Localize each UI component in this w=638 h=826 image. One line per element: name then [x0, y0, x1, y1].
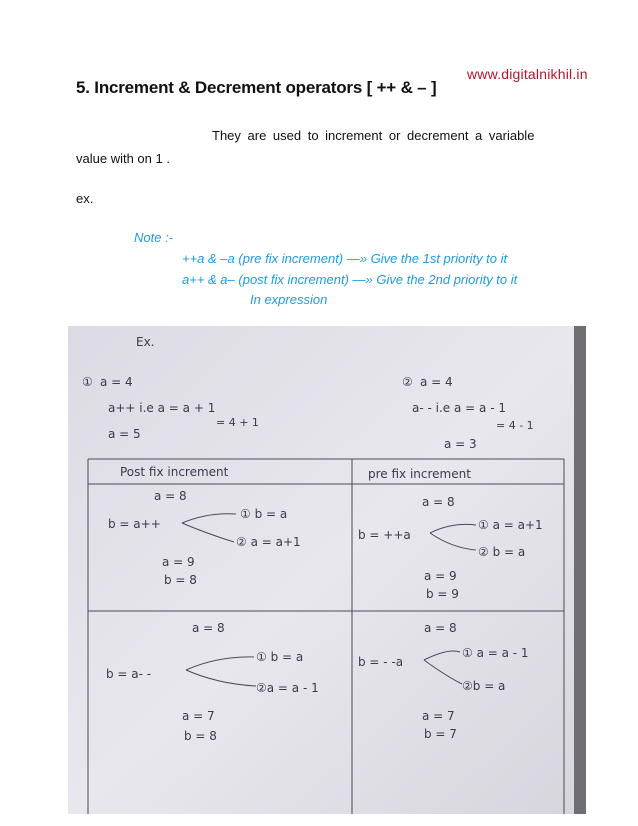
ex1-substitution: = 4 + 1 [216, 416, 259, 429]
photo-ex-label: Ex. [136, 335, 155, 349]
ex1-number: ① [82, 375, 93, 389]
ex2-expression: a- - i.e a = a - 1 [412, 401, 506, 415]
note-line-expression: In expression [250, 292, 328, 307]
tl-statement: b = a++ [108, 517, 161, 531]
br-step-1: ① a = a - 1 [462, 646, 529, 660]
br-result-a: a = 7 [422, 709, 455, 723]
tr-init: a = 8 [422, 495, 455, 509]
site-watermark: www.digitalnikhil.in [467, 66, 588, 82]
example-label: ex. [76, 191, 94, 206]
tl-step-1: ① b = a [240, 507, 288, 521]
ex1-expression: a++ i.e a = a + 1 [108, 401, 216, 415]
ex2-result: a = 3 [444, 437, 477, 451]
bl-result-a: a = 7 [182, 709, 215, 723]
handwritten-notes-photo [68, 326, 586, 814]
note-line-prefix: ++a & –a (pre fix increment) —» Give the 1st priority to it [182, 251, 508, 266]
description-line-2: value with on 1 . [76, 151, 170, 166]
bl-step-1: ① b = a [256, 650, 304, 664]
tl-result-a: a = 9 [162, 555, 195, 569]
tr-step-2: ② b = a [478, 545, 526, 559]
note-line-postfix: a++ & a– (post fix increment) —» Give the 2nd priority to it [182, 272, 518, 287]
prefix-header: pre fix increment [368, 467, 471, 481]
bl-init: a = 8 [192, 621, 225, 635]
paper-edge-shadow [574, 326, 586, 814]
description-line-1: They are used to increment or decrement a variable [212, 128, 535, 143]
bl-statement: b = a- - [106, 667, 152, 681]
tr-statement: b = ++a [358, 528, 411, 542]
ex2-substitution: = 4 - 1 [496, 419, 534, 432]
bl-result-b: b = 8 [184, 729, 217, 743]
note-heading: Note :- [134, 230, 174, 245]
br-result-b: b = 7 [424, 727, 457, 741]
tr-result-a: a = 9 [424, 569, 457, 583]
postfix-header: Post fix increment [120, 465, 229, 479]
br-statement: b = - -a [358, 655, 404, 669]
section-title: 5. Increment & Decrement operators [ ++ & – ] [76, 78, 437, 97]
paper-background [68, 326, 586, 814]
tr-result-b: b = 9 [426, 587, 459, 601]
ex1-result: a = 5 [108, 427, 141, 441]
tr-step-1: ① a = a+1 [478, 518, 543, 532]
tl-result-b: b = 8 [164, 573, 197, 587]
br-init: a = 8 [424, 621, 457, 635]
ex1-init: a = 4 [100, 375, 133, 389]
br-step-2: ②b = a [462, 679, 506, 693]
tl-step-2: ② a = a+1 [236, 535, 301, 549]
ex2-number: ② [402, 375, 413, 389]
tl-init: a = 8 [154, 489, 187, 503]
bl-step-2: ②a = a - 1 [256, 681, 319, 695]
ex2-init: a = 4 [420, 375, 453, 389]
